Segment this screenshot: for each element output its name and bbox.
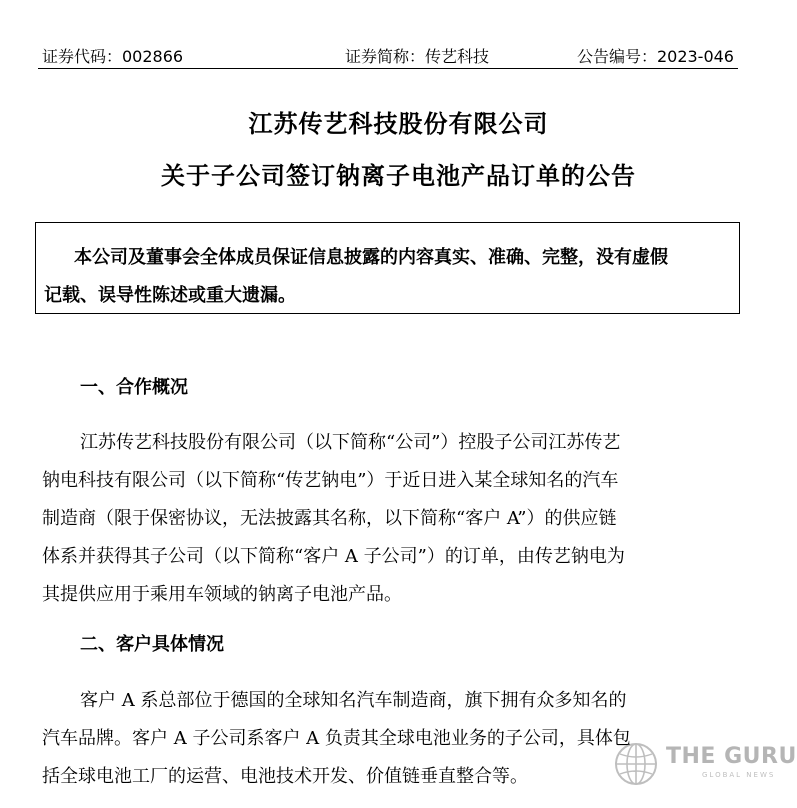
paragraph-line: 客户 A 系总部位于德国的全球知名汽车制造商，旗下拥有众多知名的 <box>80 690 627 711</box>
notice-line: 记载、误导性陈述或重大遗漏。 <box>44 285 296 306</box>
watermark-logo <box>612 740 797 790</box>
paragraph-line: 制造商（限于保密协议，无法披露其名称，以下简称“客户 A”）的供应链 <box>42 508 617 529</box>
stock-name: 证券简称：传艺科技 <box>345 47 490 66</box>
announcement-number: 公告编号：2023-046 <box>576 47 734 66</box>
paragraph-line: 括全球电池工厂的运营、电池技术开发、价值链垂直整合等。 <box>42 766 528 787</box>
section-heading-cooperation: 一、合作概况 <box>80 377 188 398</box>
announcement-header <box>38 42 738 69</box>
paragraph-line: 江苏传艺科技股份有限公司（以下简称“公司”）控股子公司江苏传艺 <box>80 432 621 453</box>
announcement-title: 关于子公司签订钠离子电池产品订单的公告 <box>161 162 636 190</box>
disclosure-notice-box <box>35 222 740 314</box>
paragraph-line: 体系并获得其子公司（以下简称“客户 A 子公司”）的订单，由传艺钠电为 <box>42 546 625 567</box>
globe-icon <box>612 740 660 788</box>
stock-code: 证券代码：002866 <box>42 47 184 66</box>
paragraph-line: 钠电科技有限公司（以下简称“传艺钠电”）于近日进入某全球知名的汽车 <box>42 470 619 491</box>
watermark-brand: THE GURU <box>666 744 797 769</box>
watermark-tagline: GLOBAL NEWS <box>702 771 776 779</box>
notice-line: 本公司及董事会全体成员保证信息披露的内容真实、准确、完整，没有虚假 <box>74 247 668 268</box>
company-title: 江苏传艺科技股份有限公司 <box>248 110 549 138</box>
section-heading-customer: 二、客户具体情况 <box>80 634 224 655</box>
paragraph-line: 其提供应用于乘用车领域的钠离子电池产品。 <box>42 584 402 605</box>
paragraph-line: 汽车品牌。客户 A 子公司系客户 A 负责其全球电池业务的子公司，具体包 <box>42 728 631 749</box>
